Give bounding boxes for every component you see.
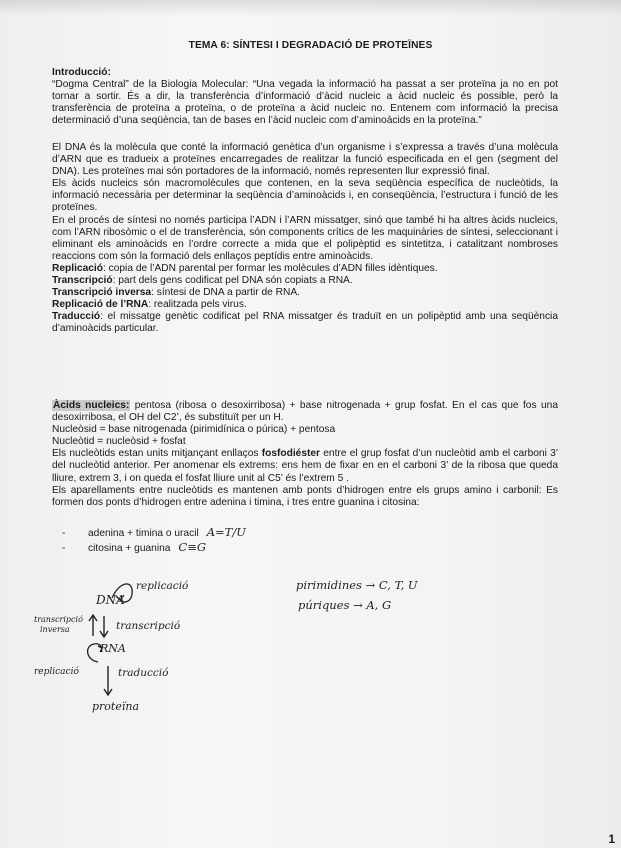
handwritten-rna: RNA: [100, 642, 126, 655]
handwritten-transcripcio: transcripció: [116, 620, 181, 632]
paragraph-base-pairing: Els aparellaments entre nucleòtids es mantenen amb ponts d’hidrogen entre els grups amino i carbonil: Es formen dos ponts d’hidrogen entre adenina i timina, i tres entre guanina i citosina:: [52, 484, 558, 508]
handwritten-note: A=T/U: [206, 525, 246, 539]
definition-text: : síntesi de DNA a partir de RNA.: [151, 287, 301, 299]
handwritten-traduccio: traducció: [118, 667, 169, 679]
paragraph-dna: El DNA és la molècula que conté la informació genètica d’un organisme i s’expressa a través d’una molècula d’ARN que es tradueix a proteïnes encarregades de realitzar la funció especificada en el gen (segment del DNA). Les proteïnes mai són portadores de la informació, només representen llur expressió final.: [52, 142, 558, 178]
handwritten-pirimidines: pirimidines → C, T, U: [296, 578, 418, 592]
dogma-paragraph: “Dogma Central” de la Biologia Molecular: “Una vegada la informació ha passat a ser proteïna ja no en pot tornar a sortir. És a dir, la transferència d’informació d’àcid nucleic a àcid nucleic és possible, però la transferència de proteïna a proteïna, o de proteïna a àcid nucleic no. Entenem com informació la precisa determinació d’una seqüència, tan de bases en l’àcid nucleic com d’aminoàcids en la proteïna.”: [52, 79, 558, 127]
highlighted-term: Àcids nucleics:: [53, 400, 130, 411]
term: Transcripció inversa: [52, 287, 152, 299]
intro-heading: Introducció:: [52, 67, 111, 78]
text-part: entre el grup fosfat d’un nucleòtid amb el carboni 3’ del nucleòtid anterior. Per anomenar els extrems: ens hem de fixar en en el carboni 3’ de la ribosa que queda lliure, extrem 3, i on queda el fosfat lliure unit al C5’ és l’extrem 5 .: [52, 448, 559, 484]
term: Transcripció: [52, 275, 113, 287]
handwritten-replicacio-top: replicació: [136, 580, 189, 592]
handwritten-note: C≡G: [178, 539, 207, 554]
definition-text: : el missatge genètic codificat pel RNA missatger és traduït en un polipèptid amb una seqüència d’aminoàcids particular.: [52, 311, 558, 335]
composition-text: pentosa (ribosa o desoxirribosa) + base nitrogenada + grup fosfat. En el cas que fos una desoxirribosa, el OH del C2’, és substituït per un H.: [52, 400, 558, 424]
list-item-text: citosina + guanina: [88, 542, 171, 554]
bullet-dash: -: [62, 528, 66, 539]
definition-text: : realitzada pels virus.: [148, 299, 247, 311]
list-item-text: adenina + timina o uracil: [88, 528, 199, 539]
line-nucleotid: Nucleòtid = nucleòsid + fosfat: [52, 436, 186, 448]
handwritten-replicacio-left: replicació: [34, 667, 79, 677]
bold-term: fosfodiéster: [261, 448, 321, 460]
bullet-dash: -: [62, 542, 66, 554]
term: Replicació de l’RNA: [52, 299, 149, 311]
handwritten-proteina: proteïna: [92, 700, 140, 713]
text-part: Els nucleòtids estan units mitjançant enllaços: [52, 448, 262, 460]
handwritten-transcripcio-inversa: transcripció: [34, 615, 83, 624]
definition-text: : copia de l’ADN parental per formar les molècules d’ADN filles idèntiques.: [102, 262, 438, 274]
page-number: 1: [608, 832, 615, 846]
handwritten-puriques: púriques → A, G: [298, 598, 392, 612]
definition-text: : part dels gens codificat pel DNA són copiats a RNA.: [112, 275, 353, 287]
handwritten-inversa: inversa: [40, 625, 70, 634]
paragraph-synthesis: En el procés de síntesi no només participa l’ADN i l’ARN missatger, sinó que també hi ha altres àcids nucleics, com l’ARN ribosòmic o el de transferència, són components crítics de les maquinàries de síntesi, seleccionant i eliminant els aminoàcids en l’ordre correcte a mida que el polipèptid es sintetitza, i catalitzant nombroses reaccions com són la formació dels enllaços peptídis entre aminoàcids.: [52, 214, 558, 262]
paragraph-nucleic-acids: Els àcids nucleics són macromolècules que contenen, en la seva seqüència específica de nucleòtids, la informació necessària per determinar la seqüència d’aminoàcids i, en conseqüència, l’estructura i funció de les proteïnes.: [52, 178, 558, 214]
line-nucleosid: Nucleòsid = base nitrogenada (pirimidínica o púrica) + pentosa: [52, 424, 336, 436]
page-title: TEMA 6: SÍNTESI I DEGRADACIÓ DE PROTEÏNES: [188, 40, 433, 51]
term: Replicació: [52, 262, 103, 274]
term: Traducció: [52, 311, 101, 323]
handwritten-dna: DNA: [96, 593, 125, 607]
